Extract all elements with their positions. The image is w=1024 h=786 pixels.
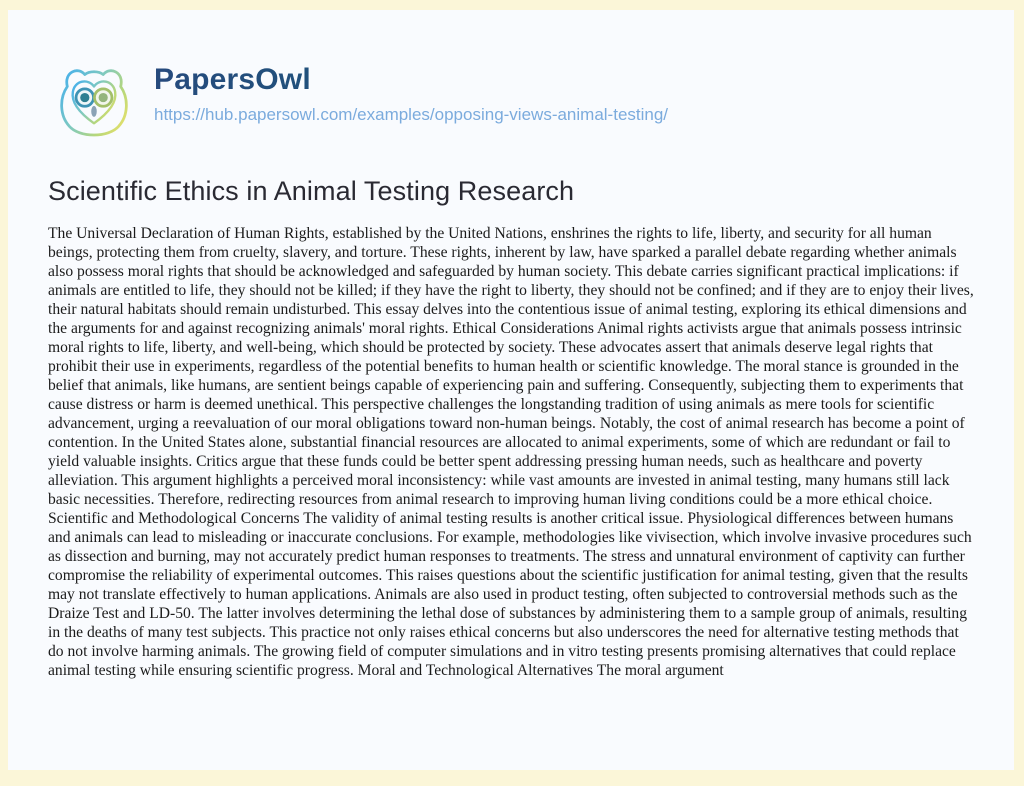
page-url-link[interactable]: https://hub.papersowl.com/examples/opposing-views-animal-testing/ bbox=[154, 105, 669, 124]
site-header bbox=[48, 58, 976, 150]
essay-body-text: The Universal Declaration of Human Rights, established by the United Nations, enshrines the rights to life, liberty, and security for all human beings, protecting them from cruelty, slavery, and torture. These rights, inherent by law, have sparked a parallel debate regarding whether animals also possess moral rights that should be acknowledged and safeguarded by human society. This debate carries significant practical implications: if animals are entitled to life, they should not be killed; if they have the right to liberty, they should not be confined; and if they are to enjoy their lives, their natural habitats should remain undisturbed. This essay delves into the contentious issue of animal testing, exploring its ethical dimensions and the arguments for and against recognizing animals' moral rights. Ethical Considerations Animal rights activists argue that animals possess intrinsic moral rights to life, liberty, and well-being, which should be protected by society. These advocates assert that animals deserve legal rights that prohibit their use in experiments, regardless of the potential benefits to human health or scientific knowledge. The moral stance is grounded in the belief that animals, like humans, are sentient beings capable of experiencing pain and suffering. Consequently, subjecting them to experiments that cause distress or harm is deemed unethical. This perspective challenges the longstanding tradition of using animals as mere tools for scientific advancement, urging a reevaluation of our moral obligations toward non-human beings. Notably, the cost of animal research has become a point of contention. In the United States alone, substantial financial resources are allocated to animal experiments, some of which are redundant or fail to yield valuable insights. Critics argue that these funds could be better spent addressing pressing human needs, such as healthcare and poverty alleviation. This argument highlights a perceived moral inconsistency: while vast amounts are invested in animal testing, many humans still lack basic necessities. Therefore, redirecting resources from animal research to improving human living conditions could be a more ethical choice. Scientific and Methodological Concerns The validity of animal testing results is another critical issue. Physiological differences between humans and animals can lead to misleading or inaccurate conclusions. For example, methodologies like vivisection, which involve invasive procedures such as dissection and burning, may not accurately predict human responses to treatments. The stress and unnatural environment of captivity can further compromise the reliability of experimental outcomes. This raises questions about the scientific justification for animal testing, given that the results may not translate effectively to human applications. Animals are also used in product testing, often subjected to controversial methods such as the Draize Test and LD-50. The latter involves determining the lethal dose of substances by administering them to a sample group of animals, resulting in the deaths of many test subjects. This practice not only raises ethical concerns but also underscores the need for alternative testing methods that do not involve harming animals. The growing field of computer simulations and in vitro testing presents promising alternatives that could replace animal testing while ensuring scientific progress. Moral and Technological Alternatives The moral argument bbox=[48, 225, 974, 679]
page-title: Scientific Ethics in Animal Testing Research bbox=[48, 176, 575, 206]
site-identity bbox=[154, 58, 668, 125]
page-card bbox=[8, 10, 1014, 770]
papersowl-logo[interactable] bbox=[48, 58, 140, 150]
owl-icon bbox=[48, 58, 140, 150]
brand-wordmark: PapersOwl bbox=[154, 63, 668, 97]
